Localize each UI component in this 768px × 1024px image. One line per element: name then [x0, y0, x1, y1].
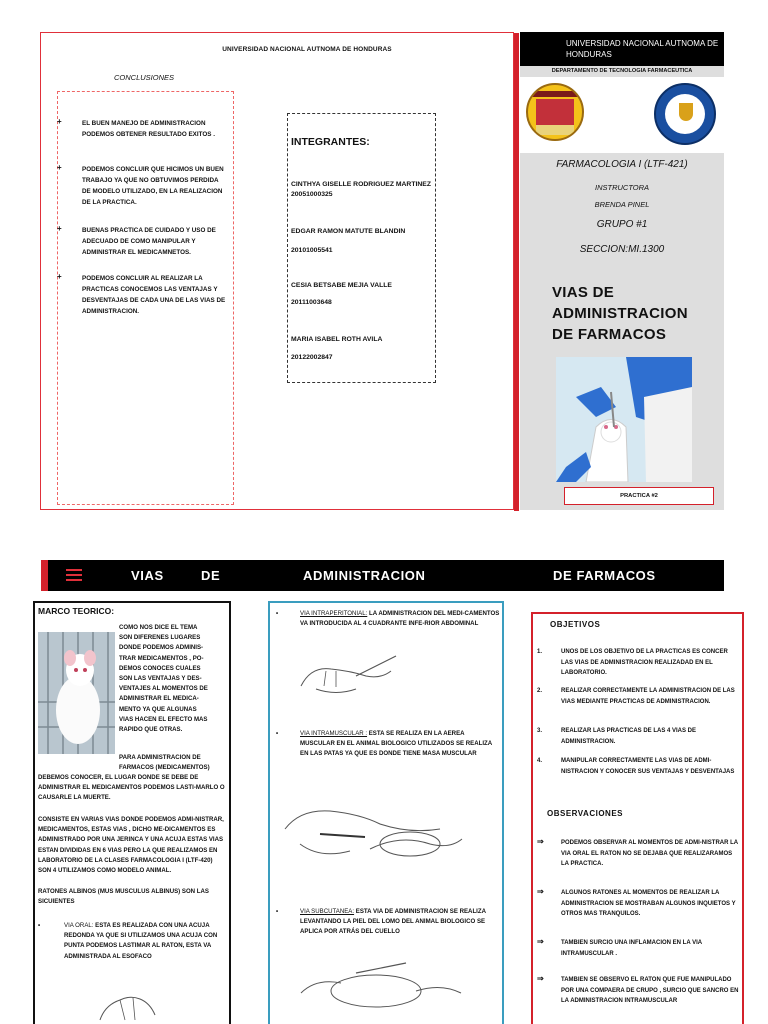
objetivo-item: 2. REALIZAR CORRECTAMENTE LA ADMINISTRACION DE LAS VIAS MEDIANTE PRACTICAS DE ADMINISTRACION. [537, 688, 735, 705]
cover-panel [520, 32, 724, 510]
via-item: • VIA INTRAPERITONIAL: LA ADMINISTRACION DEL MEDI-CAMENTOS VA INTRODUCIDA AL 4 CUADRANTE INFE-RIOR ABDOMINAL [276, 610, 500, 628]
bullet-icon: • [276, 731, 279, 737]
integrantes-box [287, 113, 436, 383]
member-id: 20122002847 [291, 354, 333, 361]
observacion-item: ⇒ ALGUNOS RATONES AL MOMENTOS DE REALIZAR LA ADMINISTRACION SE MOSTRABAN ALGUNOS INQUIETOS Y OTROS MAS TRANQUILOS. [537, 887, 736, 918]
integrantes-title: INTEGRANTES: [291, 136, 370, 148]
banner-word: ADMINISTRACION [303, 568, 426, 583]
bullet-icon: + [57, 272, 62, 281]
conclusion-item: + PODEMOS CONCLUIR QUE HICIMOS UN BUEN TRABAJO YA QUE NO OBTUVIMOS PERDIDA DE MODELO UTILIZADO, EN LA REALIZACION DE LA PRACTICA. [57, 163, 224, 206]
conclusiones-box [57, 91, 234, 505]
via-oral-item: • VIA ORAL: ESTA ES REALIZADA CON UNA ACUJA REDONDA YA QUE SI UTILIZAMOS UNA ACUJA CON PUNTA PODEMOS LASTIMAR AL RATON, ESTA VA ADMINISTRADA AL ESOFACO [38, 922, 218, 960]
intraperitoneal-sketch [296, 641, 406, 701]
banner-word: DE [201, 568, 221, 583]
bullet-icon: + [57, 224, 62, 233]
instructor-label: INSTRUCTORA [594, 183, 650, 192]
marco-side-text: COMO NOS DICE EL TEMA SON DIFERENES LUGARES DONDE PODEMOS ADMINIS- TRAR MEDICAMENTOS , PO- DEMOS CONOCES CUALES SON LAS VENTAJAS Y DES- VENTAJES AL MOMENTOS DE ADMINISTRAR EL MEDICA- MENTO YA QUE ALGUNAS VIAS HACEN EL EFECTO MAS RAPIDO QUE OTRAS. [119, 624, 208, 734]
bullet-icon: • [276, 611, 279, 617]
observacion-item: ⇒ PODEMOS OBSERVAR AL MOMENTOS DE ADMI-NISTRAR LA VIA ORAL EL RATON NO SE DEJABA QUE REALIZARAMOS LA PRACTICA. [537, 837, 738, 868]
marco-teorico-panel [33, 601, 231, 1024]
member-id: 20111003648 [291, 299, 332, 306]
banner-word: VIAS [131, 568, 164, 583]
cover-title: VIAS DE ADMINISTRACION DE FARMACOS [552, 284, 688, 343]
vias-panel [268, 601, 504, 1024]
rat-photo [38, 632, 115, 754]
observacion-item: ⇒ TAMBIEN SE OBSERVO EL RATON QUE FUE MANIPULADO POR UNA COMPAERA DE CRUPO , SURCIO QUE SANCRO EN LA ADMINISTRACION INTRAMUSCULAR [537, 974, 739, 1005]
section-label: SECCION:MI.1300 [579, 244, 665, 255]
subcutaneous-sketch [296, 953, 466, 1018]
practice-label: PRACTICA #2 [564, 487, 714, 505]
menu-icon [66, 569, 82, 582]
cover-header: UNIVERSIDAD NACIONAL AUTNOMA DE HONDURAS [520, 32, 724, 66]
member-id: 20101005541 [291, 247, 333, 254]
bullet-icon: + [57, 163, 62, 172]
faculty-seal-logo [526, 83, 584, 141]
arrow-icon: ⇒ [537, 837, 544, 846]
course-name: FARMACOLOGIA I (LTF-421) [556, 159, 688, 170]
hand-sketch [95, 985, 165, 1024]
group-label: GRUPO #1 [596, 219, 648, 230]
member-name: EDGAR RAMON MATUTE BLANDIN [291, 228, 406, 235]
bullet-icon: • [276, 909, 279, 915]
bullet-icon: • [38, 922, 41, 929]
logo-strip [520, 77, 724, 153]
intramuscular-sketch [280, 789, 470, 879]
objetivo-item: 4. MANIPULAR CORRECTAMENTE LAS VIAS DE ADMI-NISTRACION Y CONOCER SUS VENTAJAS Y DESVENTAJAS [537, 758, 735, 775]
bullet-icon: + [57, 117, 62, 126]
marco-ratones-text: RATONES ALBINOS (MUS MUSCULUS ALBINUS) SON LAS SICUIENTES [38, 888, 209, 906]
marco-consiste-text: CONSISTE EN VARIAS VIAS DONDE PODEMOS ADMI-NISTRAR, MEDICAMENTOS, ESTAS VIAS , DICHO ME-DICAMENTOS ES ADMINISTRADO POR UNA JERINCA Y UNA ACUJA ESTAS VIAS ESTAN DIVIDIDAS EN 6 VIAS PERO LA QUE REALIZAMOS EN LABORATORIO DE LA CLASES FARMACOLOGIA I (LTF-420) SON 4 UTILIZAMOS COMO MODELO ANIMAL. [38, 816, 224, 875]
observacion-item: ⇒ TAMBIEN SURCIO UNA INFLAMACION EN LA VIA INTRAMUSCULAR . [537, 937, 702, 957]
objetivos-panel [531, 612, 744, 1024]
banner-word: DE FARMACOS [553, 568, 656, 583]
cover-photo [556, 357, 692, 482]
university-title: UNIVERSIDAD NACIONAL AUTNOMA DE HONDURAS [222, 46, 392, 53]
member-name: CINTHYA GISELLE RODRIGUEZ MARTINEZ 20051000325 [291, 181, 431, 198]
marco-title: MARCO TEORICO: [38, 606, 115, 616]
arrow-icon: ⇒ [537, 887, 544, 896]
arrow-icon: ⇒ [537, 937, 544, 946]
objetivos-title: OBJETIVOS [550, 620, 601, 629]
objetivo-item: 1. UNOS DE LOS OBJETIVO DE LA PRACTICAS ES CONCER LAS VIAS DE ADMINISTRACION REALIZADAD EN EL LABORATORIO. [537, 649, 728, 677]
inner-page [40, 32, 514, 510]
arrow-icon: ⇒ [537, 974, 544, 983]
marco-para-text: DEBEMOS CONOCER, EL LUGAR DONDE SE DEBE DE ADMINISTRAR EL MEDICAMENTOS PODEMOS LASTI-MARLO O CAUSARLE LA MUERTE. [38, 774, 225, 802]
conclusion-item: + BUENAS PRACTICA DE CUIDADO Y USO DE ADECUADO DE COMO MANIPULAR Y ADMINISTRAR EL MEDICAMNETOS. [57, 224, 216, 256]
observaciones-title: OBSERVACIONES [547, 809, 623, 818]
objetivo-item: 3. REALIZAR LAS PRACTICAS DE LAS 4 VIAS DE ADMINISTRACION. [537, 728, 697, 745]
marco-para-side: PARA ADMINISTRACION DE FARMACOS (MEDICAMENTOS) [119, 754, 210, 772]
unah-seal-logo [654, 83, 716, 145]
via-item: • VIA SUBCUTANEA: ESTA VIA DE ADMINISTRACION SE REALIZA LEVANTANDO LA PIEL DEL LOMO DEL ANIMAL BIOLOGICO SE APLICA POR ATRÁS DEL CUELLO [276, 908, 486, 936]
conclusion-item: + EL BUEN MANEJO DE ADMINISTRACION PODEMOS OBTENER RESULTADO EXITOS . [57, 117, 215, 138]
department-label: DEPARTAMENTO DE TECNOLOGIA FARMACEUTICA [551, 68, 693, 74]
section-banner [41, 560, 724, 591]
member-name: CESIA BETSABE MEJIA VALLE [291, 282, 392, 289]
instructor-name: BRENDA PINEL [594, 200, 650, 209]
conclusion-item: + PODEMOS CONCLUIR AL REALIZAR LA PRACTICAS CONOCEMOS LAS VENTAJAS Y DESVENTAJAS DE CADA UNA DE LAS VIAS DE ADMINISTRACION. [57, 272, 226, 315]
conclusiones-title: CONCLUSIONES [114, 73, 175, 82]
via-item: • VIA INTRAMUSCULAR : ESTA SE REALIZA EN LA AEREA MUSCULAR EN EL ANIMAL BIOLOGICO UTILIZADOS SE REALIZA EN LAS PATAS YA QUE ES DONDE TIENE MASA MUSCULAR [276, 730, 492, 758]
member-name: MARIA ISABEL ROTH AVILA [291, 336, 383, 343]
